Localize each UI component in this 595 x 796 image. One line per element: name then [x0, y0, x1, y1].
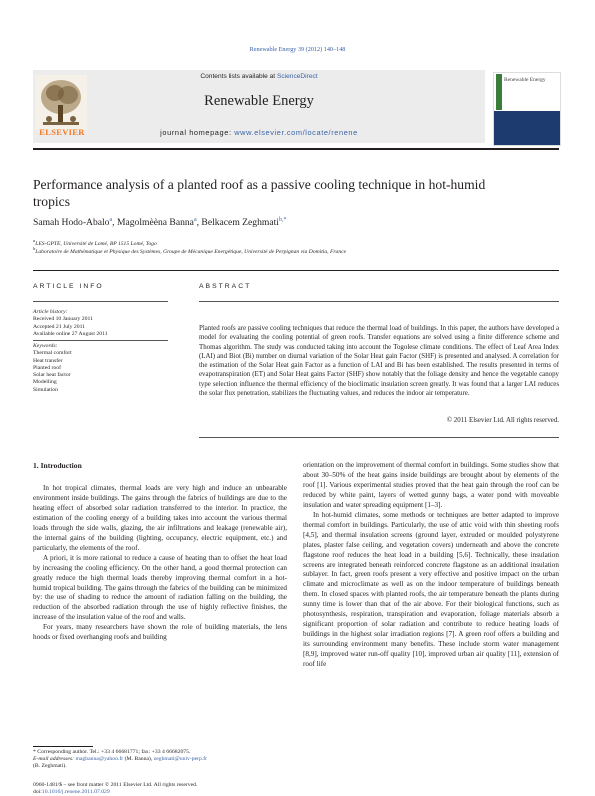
- author-affiliation-mark[interactable]: a: [109, 217, 113, 223]
- keyword: Modelling: [33, 379, 57, 386]
- journal-citation[interactable]: Renewable Energy 39 (2012) 140–148: [249, 46, 346, 53]
- keywords-block: [33, 343, 72, 394]
- history-label: Article history:: [33, 309, 68, 315]
- keywords-label: Keywords:: [33, 343, 58, 349]
- email-label: E-mail addresses:: [33, 756, 76, 763]
- affiliation-mark: b: [33, 246, 36, 251]
- history-received: Received 10 January 2011: [33, 316, 93, 323]
- author-name[interactable]: Magolmèèna Banna: [116, 217, 194, 229]
- article-title: Performance analysis of a planted roof as a passive cooling technique in hot-humid tropics: [33, 177, 486, 209]
- email-link[interactable]: zeghmati@univ-perp.fr: [153, 756, 208, 763]
- abstract-bottom-rule: [199, 437, 559, 438]
- history-online: Available online 27 August 2011: [33, 330, 108, 337]
- section-heading-introduction: 1. Introduction: [33, 461, 82, 470]
- affiliation-text: LES-GPTE, Université de Lomé, BP 1515 Lomé, Togo: [35, 240, 157, 247]
- journal-cover-thumbnail[interactable]: [493, 72, 561, 146]
- section-rule: [33, 270, 559, 271]
- cover-image-block: [494, 111, 560, 145]
- cover-stripe: [496, 74, 502, 110]
- article-info-heading: ARTICLE INFO: [33, 283, 104, 290]
- abstract-heading: ABSTRACT: [199, 283, 252, 290]
- header-rule: [33, 148, 559, 150]
- journal-homepage: [33, 128, 485, 137]
- affiliation: [33, 246, 346, 255]
- abstract-text: Planted roofs are passive cooling techniques that reduce the thermal load of buildings. In this paper, the authors have developed a model for evaluating the cooling potential of green roofs. Transfer equations are solved using a finite difference scheme and Thomas algorithm. The study was conducted taking into account the Togolese climate conditions. The effect of Leaf Area Index (LAI) and Biot (Bi) number on diurnal variation of the Solar Heat gain Factor (SHF) is presented and analysed. A correlation for the estimation of the Solar Heat gain Factor as a function of LAI and Bi has been established. The results presented in terms of evapotranspiration (ET) and Solar Heat gains Factor (SHF) show notably that the foliage density and hence the vegetable canopy type selection influence the thermal efficiency of the bioclimatic insulation screen greatly. It was found that a larger LAI reduces the solar flux penetration, stabilizes the fluctuating values, and reduces the indoor air temperature.: [199, 325, 559, 398]
- history-accepted: Accepted 21 July 2011: [33, 323, 86, 330]
- article-info-divider: [33, 340, 168, 341]
- affiliation-mark: a: [33, 238, 36, 243]
- journal-name: Renewable Energy: [204, 93, 314, 109]
- issn-line: 0960-1481/$ – see front matter © 2011 Elsevier Ltd. All rights reserved.: [33, 782, 198, 788]
- article-history: [33, 309, 108, 338]
- contents-prefix: Contents lists available at: [200, 73, 277, 80]
- author-name[interactable]: Samah Hodo-Abalo: [33, 217, 110, 229]
- keyword: Thermal comfort: [33, 350, 72, 357]
- sciencedirect-link[interactable]: ScienceDirect: [276, 73, 318, 80]
- author-name[interactable]: Belkacem Zeghmati: [201, 217, 279, 229]
- email-link[interactable]: magbanna@yahoo.fr: [75, 756, 124, 763]
- article-info-rule: [33, 301, 168, 302]
- body-column-right: [303, 461, 559, 670]
- homepage-prefix: journal homepage:: [160, 128, 235, 137]
- corresponding-author-note: * Corresponding author. Tel.: +33 4 66681771; fax: +33 4 66682075.: [33, 749, 191, 755]
- email-owner: (M. Banna),: [123, 756, 154, 763]
- keyword: Simulation: [33, 386, 58, 393]
- elsevier-tree-logo-icon: [35, 75, 87, 130]
- abstract-rule: [199, 301, 559, 302]
- author-affiliation-mark[interactable]: a: [193, 217, 197, 223]
- cover-top: [494, 73, 560, 111]
- keyword: Heat transfer: [33, 357, 63, 364]
- doi-link[interactable]: 10.1016/j.renene.2011.07.029: [41, 789, 110, 796]
- publisher-logo-text: ELSEVIER: [39, 127, 85, 137]
- body-paragraph: In hot-humid climates, some methods or techniques are better adapted to improve thermal comfort in buildings. Particularly, the use of attic void with thin sheeting roofs [4,5], and thermal insulation screens (ground layer, extruded or moulded polystyrene plates, plaster false ceiling, and vegetation covers) underneath and above the concrete flagstone roof reduces the heat load in a building [5,6]. Technically, these insulation screens are integrated beneath reinforced concrete flagstone as an additional insulation sublayer. In fact, green roofs present a very effective and positive impact on the urban climate and microclimate as well as on the indoor temperature of buildings beneath them. In closed spaces with planted roofs, the air temperature beneath the plants during sunny time is lower than that of the air above. For their biological functions, such as photosynthesis, respiration, transpiration and evaporation, foliage materials absorb a significant proportion of solar radiation and contribute to reduce heating loads of buildings in the highest solar irradiation regions [7]. A green roof offers a building and its surrounding environment many benefits. These include storm water management [8,9], improved water run-off quality [10], improved urban air quality [11], extension of roof life: [303, 510, 559, 669]
- keyword: Solar heat factor: [33, 372, 71, 379]
- body-paragraph: In hot tropical climates, thermal loads are very high and induce an unbearable environment inside buildings. The gains through the fabrics of buildings are due to the heating effect of absorbed solar radiation transferred to the interior. In practice, the estimation of the cooling energy of a building takes into account the various thermal loads through the side walls, glazing, the air infiltrations and leakage (renewable air), the internal gains of the building (lighting, occupancy, electric equipment, etc.) and particularly, the elements of the roof.: [33, 484, 287, 552]
- homepage-link[interactable]: www.elsevier.com/locate/renene: [234, 128, 358, 137]
- affiliation-text: Laboratoire de Mathématique et Physique des Systèmes, Groupe de Mécanique Energétique, Université de Perpignan via Domitia, France: [35, 248, 347, 255]
- body-paragraph: orientation on the improvement of thermal comfort in buildings. Some studies show that about 30–50% of the heat gains inside buildings are brought about by elements of the roof [1]. Various experimental studies proved that the heat gain through the roof can be reduced by white paint, layers of wetted gunny bags, a water pond with moveable insulation and water spreading equipment [1–3].: [303, 461, 559, 509]
- contents-line: [33, 73, 485, 80]
- body-paragraph: A priori, it is more rational to reduce a cause of heating than to offset the heat load by increasing the cooling efficiency. On the other hand, a good thermal protection can greatly reduce the high thermal loads thereby improving thermal comfort in a hot-humid tropical building. The gains through the fabrics of the building can be minimized by: the use of shading to reduce the amount of radiation falling on the building, the reduction of the absorbed radiation through the use of highly reflective finishes, the increase of the insulation value of the roof and walls.: [33, 553, 287, 622]
- author-list: Samah Hodo-Abalo$^a$, Magolmèèna Banna$^a$, Belkacem Zeghmati$^{b,*}$: [33, 217, 287, 229]
- cover-title: Renewable Energy: [504, 77, 546, 83]
- body-paragraph: For years, many researchers have shown the role of building materials, the lens hoods or fixed overhanging roofs and building: [33, 623, 287, 642]
- abstract-copyright: © 2011 Elsevier Ltd. All rights reserved.: [446, 417, 559, 424]
- footnote-rule: [33, 746, 93, 747]
- keyword: Planted roof: [33, 364, 61, 371]
- body-column-left: [33, 484, 287, 643]
- doi-prefix: doi:: [33, 789, 42, 796]
- author-affiliation-mark[interactable]: b,*: [278, 217, 287, 223]
- email-owner: (B. Zeghmati).: [33, 763, 67, 770]
- footnote: [33, 749, 283, 770]
